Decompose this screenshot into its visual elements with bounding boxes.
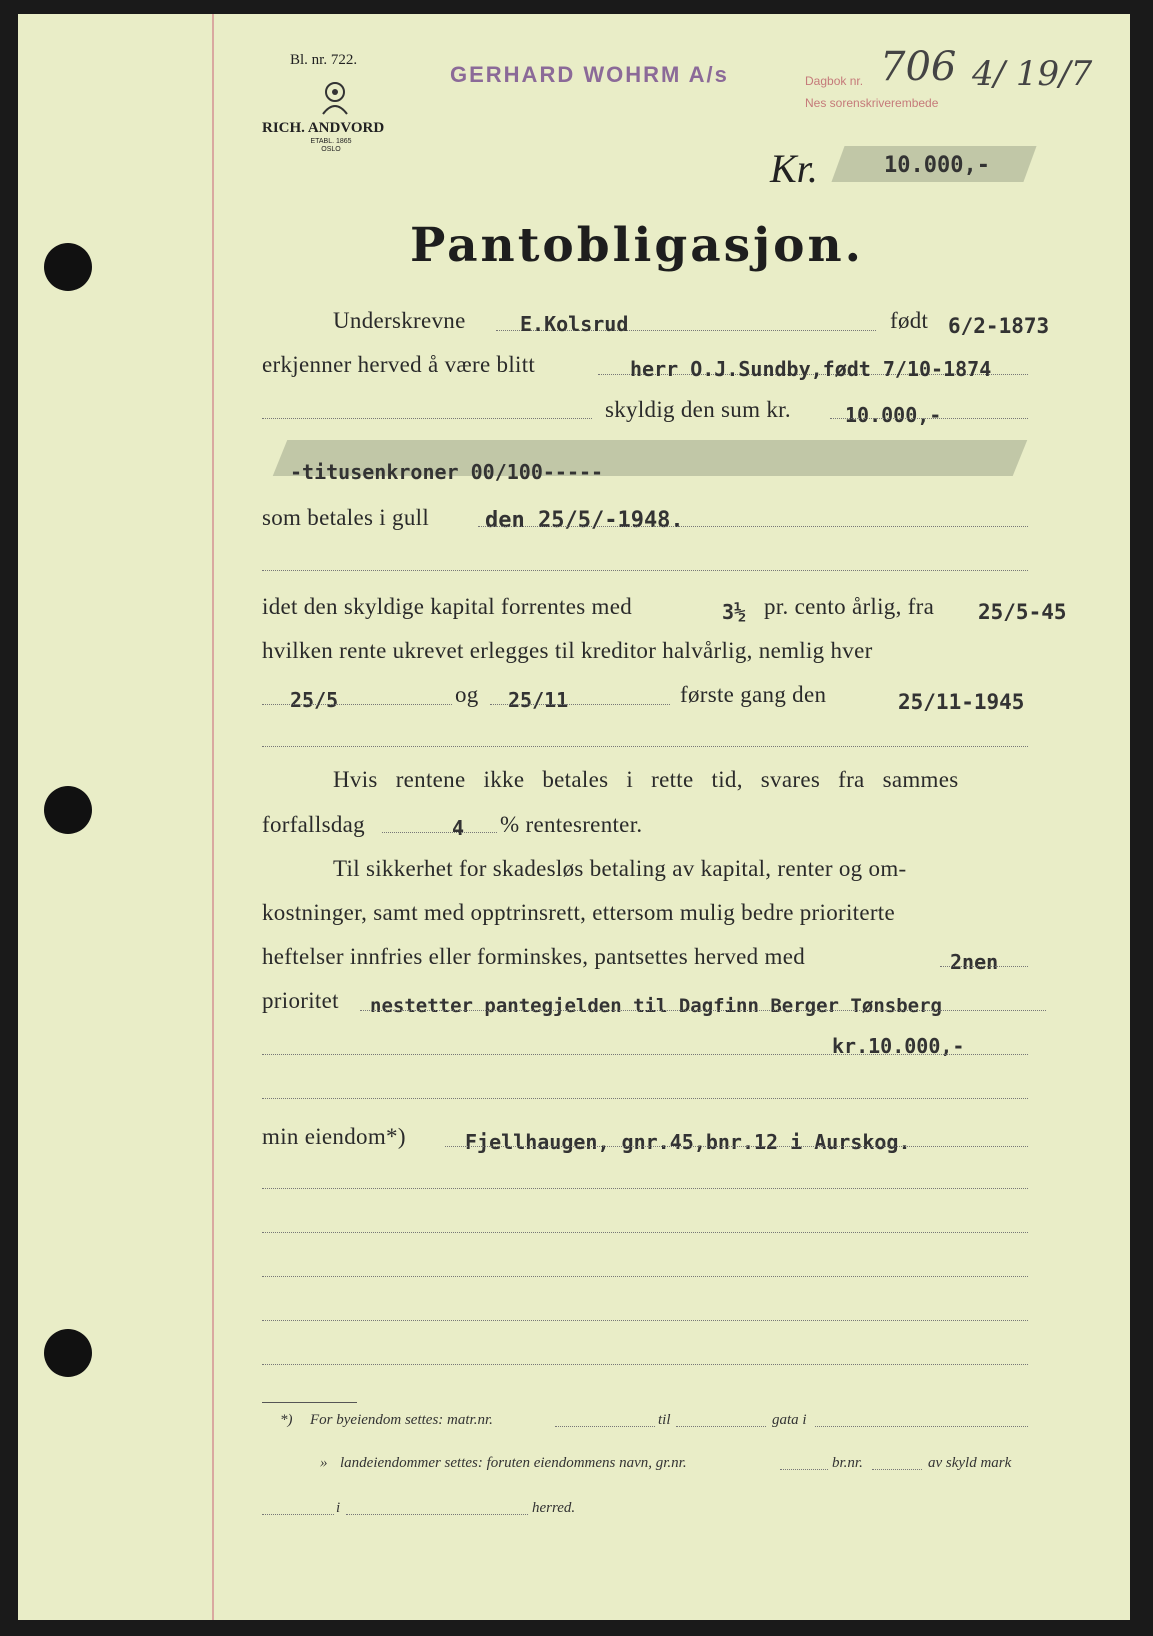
footnote-gata: gata i: [772, 1412, 807, 1428]
interest-rate: 3½: [722, 600, 747, 624]
security-text-2: kostninger, samt med opptrinsrett, ettersom mulig bedre prioriterte: [262, 900, 896, 925]
creditor-label: erkjenner herved å være blitt: [262, 352, 536, 377]
dotted-line: [262, 1188, 1028, 1189]
interest-text-2: pr. cento årlig, fra: [764, 594, 935, 619]
dotted-line: [262, 1514, 334, 1515]
handwritten-date: 4/ 19/7: [972, 54, 1093, 94]
margin-line: [212, 14, 214, 1620]
amount-prefix: Kr.: [770, 146, 818, 191]
amount-value: 10.000,-: [884, 153, 990, 178]
dotted-line: [262, 1320, 1028, 1321]
late-suffix: % rentesrenter.: [500, 812, 643, 837]
dotted-line: [262, 1364, 1028, 1365]
dotted-line: [382, 832, 497, 833]
interest-from: 25/5-45: [978, 600, 1067, 624]
footnote-til: til: [658, 1412, 671, 1428]
handwritten-number: 706: [880, 44, 957, 90]
registry-stamp: Dagbok nr.: [805, 74, 864, 88]
interest-text: idet den skyldige kapital forrentes med: [262, 594, 633, 619]
dotted-line: [478, 526, 1028, 527]
company-stamp: GERHARD WOHRM A/s: [450, 62, 729, 87]
priority-label: prioritet: [262, 988, 339, 1013]
footnote-rule: [262, 1402, 357, 1403]
debtor-label: Underskrevne: [333, 308, 466, 333]
security-text-3: heftelser innfries eller forminskes, pantsettes herved med: [262, 944, 806, 969]
dotted-line: [262, 1054, 1028, 1055]
born-label: født: [890, 308, 929, 333]
punch-hole: [44, 1329, 92, 1377]
creditor-value: herr O.J.Sundby,født 7/10-1874: [630, 357, 992, 381]
dotted-line: [262, 704, 452, 705]
dotted-line: [490, 704, 670, 705]
dotted-line: [830, 418, 1028, 419]
footnote-city-label: For byeiendom settes: matr.nr.: [310, 1412, 493, 1428]
publisher-logo-icon: [315, 78, 355, 118]
dotted-line: [445, 1146, 1028, 1147]
security-text-1: Til sikkerhet for skadesløs betaling av kapital, renter og om-: [333, 856, 907, 881]
dotted-line: [940, 966, 1028, 967]
footnote-i: i: [336, 1500, 341, 1516]
interest-date-1: 25/5: [290, 688, 339, 712]
dotted-line: [360, 1010, 1046, 1011]
publisher-small: ETABL. 1865 OSLO: [310, 138, 352, 153]
payment-label: som betales i gull: [262, 505, 430, 530]
interest-first-date: 25/11-1945: [898, 690, 1025, 714]
punch-hole: [44, 786, 92, 834]
footnote-star: *): [280, 1412, 293, 1428]
footnote-skyld: av skyld mark: [928, 1455, 1012, 1471]
punch-hole: [44, 243, 92, 291]
dotted-line: [872, 1469, 922, 1470]
dotted-line: [555, 1426, 655, 1427]
dotted-line: [780, 1469, 828, 1470]
debtor-name: E.Kolsrud: [520, 312, 629, 336]
late-text: Hvis rentene ikke betales i rette tid, svares fra sammes: [333, 767, 959, 792]
form-number: Bl. nr. 722.: [290, 52, 358, 68]
debt-label: skyldig den sum kr.: [605, 397, 791, 422]
document-title: Pantobligasjon.: [410, 218, 865, 273]
footnote-bullet: »: [320, 1455, 328, 1471]
debt-value: 10.000,-: [845, 403, 942, 427]
dotted-line: [815, 1426, 1028, 1427]
payment-value: den 25/5/-1948.: [485, 508, 684, 533]
interest-first-label: første gang den: [680, 682, 827, 707]
footnote-herred: herred.: [532, 1500, 576, 1516]
property-label: min eiendom*): [262, 1124, 406, 1149]
footnote-brnr: br.nr.: [832, 1455, 863, 1471]
interest-date-2: 25/11: [508, 688, 569, 712]
debt-words: -titusenkroner 00/100-----: [290, 460, 604, 484]
registry-stamp-office: Nes sorenskriverembede: [805, 96, 939, 110]
dotted-line: [262, 746, 1028, 747]
priority-text: nestetter pantegjelden til Dagfinn Berger Tønsberg: [370, 995, 942, 1017]
priority-amount: kr.10.000,-: [832, 1034, 965, 1058]
late-rate: 4: [452, 816, 465, 840]
footnote-land-label: landeiendommer settes: foruten eiendommens navn, gr.nr.: [340, 1455, 687, 1471]
dotted-line: [262, 1098, 1028, 1099]
dotted-line: [262, 1276, 1028, 1277]
publisher-brand: RICH. ANDVORD: [262, 120, 385, 136]
dotted-line: [262, 418, 592, 419]
dotted-line: [346, 1514, 528, 1515]
interest-og: og: [455, 682, 479, 707]
interest-text-3: hvilken rente ukrevet erlegges til kreditor halvårlig, nemlig hver: [262, 638, 873, 663]
dotted-line: [676, 1426, 766, 1427]
dotted-line: [262, 1232, 1028, 1233]
late-label: forfallsdag: [262, 812, 365, 837]
debtor-born: 6/2-1873: [948, 314, 1050, 338]
property-value: Fjellhaugen, gnr.45,bnr.12 i Aurskog.: [465, 1130, 911, 1154]
security-priority: 2nen: [950, 950, 999, 974]
dotted-line: [262, 570, 1028, 571]
